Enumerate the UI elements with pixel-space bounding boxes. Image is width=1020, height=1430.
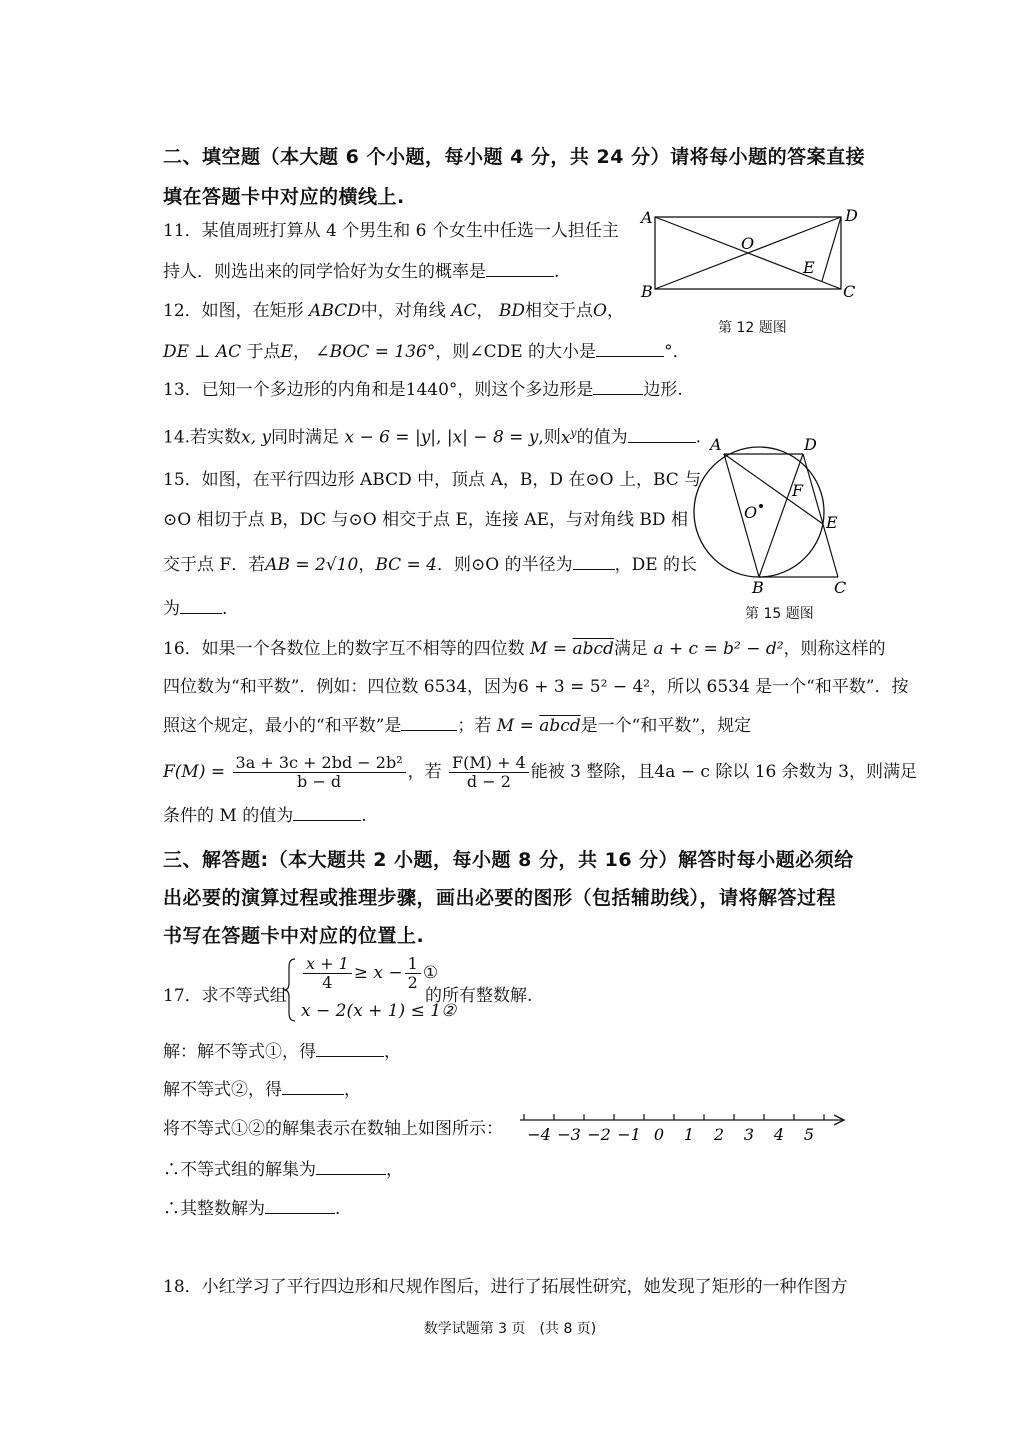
section2-header-line1: 二、填空题（本大题 6 个小题，每小题 4 分，共 24 分）请将每小题的答案直接 bbox=[163, 146, 866, 168]
q13-text-b: 边形. bbox=[643, 380, 683, 400]
q14-text-c: ,则 bbox=[538, 427, 561, 448]
q12-text-f: °． bbox=[664, 342, 690, 362]
q18-line1: 18．小红学习了平行四边形和尺规作图后，进行了拓展性研究，她发现了矩形的一种作图方 bbox=[163, 1277, 848, 1297]
q17-sol2-blank[interactable] bbox=[282, 1078, 344, 1095]
q15-text-g: 为 bbox=[163, 599, 180, 619]
q17-ineq2: x − 2(x + 1) ≤ 1② bbox=[301, 1001, 457, 1021]
q17-sol5-text: ∴其整数解为 bbox=[163, 1199, 265, 1219]
q12-line1: 12．如图，在矩形 ABCD中，对角线 AC， BD相交于点O， bbox=[163, 301, 624, 321]
q17-half-den: 2 bbox=[407, 973, 418, 992]
q16-m-eq-2: M = bbox=[496, 716, 534, 736]
q17-prefix: 17．求不等式组 bbox=[163, 986, 287, 1006]
svg-text:B: B bbox=[641, 282, 653, 301]
q12-text-d: 于点 bbox=[246, 342, 281, 362]
q16-text-a: 16．如果一个各数位上的数字互不相等的四位数 bbox=[163, 639, 525, 659]
q16-line2: 四位数为“和平数”．例如：四位数 6534，因为6 + 3 = 5² − 4²，所以 6534 是一个“和平数”．按 bbox=[163, 677, 909, 697]
q12-text-b: 中，对角线 bbox=[360, 301, 446, 321]
q16-g-fraction bbox=[449, 754, 529, 791]
q14-answer-blank[interactable] bbox=[628, 426, 696, 443]
q12-ac: AC bbox=[451, 301, 477, 321]
q14-text-d: 的值为 bbox=[576, 427, 628, 448]
svg-text:C: C bbox=[843, 282, 856, 301]
q16-f-num: 3a + 3c + 2bd − 2b² bbox=[233, 754, 406, 773]
q16-abcd-bar: abcd bbox=[572, 639, 614, 659]
section3-header-line2: 出必要的演算过程或推理步骤，画出必要的图形（包括辅助线），请将解答过程 bbox=[163, 887, 837, 909]
q17-sol1-blank[interactable] bbox=[316, 1040, 384, 1057]
figure-15-caption: 第 15 题图 bbox=[745, 606, 814, 622]
q15-line2: ⊙O 相切于点 B，DC 与⊙O 相交于点 E，连接 AE，与对角线 BD 相 bbox=[163, 510, 688, 530]
q12-e: E bbox=[280, 342, 293, 362]
q16-line1 bbox=[163, 638, 886, 660]
q16-text-f: 是一个“和平数”，规定 bbox=[580, 716, 752, 736]
q12-angle: ∠BOC = 136° bbox=[315, 342, 436, 362]
q17-sol2: 解不等式②，得 ， bbox=[163, 1080, 361, 1100]
q16-text-d: 照这个规定，最小的“和平数”是 bbox=[163, 716, 402, 736]
q17-ineq1-frac bbox=[303, 955, 352, 992]
svg-text:A: A bbox=[641, 208, 653, 227]
q15-text-f: ，DE 的长 bbox=[614, 555, 698, 575]
q16-f-den: b − d bbox=[297, 772, 342, 791]
q16-text-i: 条件的 M 的值为 bbox=[163, 806, 294, 826]
q17-sol5: ∴其整数解为 . bbox=[163, 1199, 341, 1219]
svg-text:O: O bbox=[744, 503, 758, 522]
q12-text-a: 12．如图，在矩形 bbox=[163, 301, 304, 321]
q12-bd: BD bbox=[498, 301, 526, 321]
q17-ineq1-mid: ≥ x − bbox=[353, 963, 403, 983]
svg-text:A: A bbox=[710, 435, 722, 454]
q16-line5: 条件的 M 的值为 . bbox=[163, 806, 367, 826]
figure-15-circle bbox=[692, 432, 860, 598]
section2-header-line2: 填在答题卡中对应的横线上. bbox=[163, 186, 405, 208]
svg-text:E: E bbox=[826, 513, 838, 532]
q16-fm: F(M) = bbox=[163, 762, 226, 782]
q16-g-den: d − 2 bbox=[466, 772, 511, 791]
figure-12-caption: 第 12 题图 bbox=[718, 320, 787, 336]
q12-text-c: 相交于点 bbox=[525, 301, 594, 321]
q12-o: O bbox=[593, 301, 607, 321]
number-line-label: 2 bbox=[713, 1125, 725, 1144]
q16-abcd-bar-2: abcd bbox=[539, 716, 581, 736]
q16-m-blank[interactable] bbox=[293, 804, 361, 821]
number-line-label: 5 bbox=[803, 1125, 815, 1144]
page-footer: 数学试题第 3 页 (共 8 页) bbox=[423, 1321, 597, 1337]
number-line-label: 4 bbox=[773, 1125, 785, 1144]
number-line-label: 0 bbox=[653, 1125, 665, 1144]
svg-text:B: B bbox=[752, 578, 764, 597]
q17-ineq1 bbox=[301, 955, 438, 992]
svg-text:E: E bbox=[803, 258, 815, 277]
q16-line3 bbox=[163, 714, 751, 737]
q15-bc: BC = 4 bbox=[375, 555, 437, 575]
q14-line: 14.若实数x, y同时满足 x − 6 = |y|, |x| − 8 = y,则$x^y$的值为 . bbox=[163, 426, 702, 448]
q15-line3 bbox=[163, 553, 697, 576]
svg-text:F: F bbox=[792, 481, 804, 500]
q16-text-e: ；若 bbox=[457, 716, 492, 736]
q17-ineq1-den: 4 bbox=[322, 973, 333, 992]
q17-sol5-blank[interactable] bbox=[265, 1197, 335, 1214]
number-line-label: 3 bbox=[743, 1125, 755, 1144]
q15-comma: ， bbox=[358, 555, 376, 575]
svg-text:D: D bbox=[804, 435, 817, 454]
q17-sol4: ∴不等式组的解集为 ， bbox=[163, 1160, 403, 1180]
q17-sol3: 将不等式①②的解集表示在数轴上如图所示： bbox=[163, 1119, 503, 1139]
q12-line2: DE ⊥ AC 于点E， ∠BOC = 136°，则∠CDE 的大小是 °． bbox=[163, 342, 690, 362]
q16-g-num: F(M) + 4 bbox=[449, 754, 529, 773]
q17-ineq1-half bbox=[405, 955, 421, 992]
q14-text-b: 同时满足 bbox=[271, 427, 340, 448]
svg-text:O: O bbox=[741, 234, 755, 253]
svg-text:C: C bbox=[834, 578, 847, 597]
q12-answer-blank[interactable] bbox=[596, 340, 664, 357]
q17-suffix: 的所有整数解. bbox=[425, 986, 533, 1006]
q12-abcd: ABCD bbox=[309, 301, 361, 321]
q16-text-b: 满足 bbox=[613, 639, 648, 659]
q17-brace-icon bbox=[283, 957, 297, 1023]
number-line-label: −2 bbox=[587, 1125, 611, 1144]
number-line-label: −3 bbox=[557, 1125, 581, 1144]
q17-sol2-text: 解不等式②，得 bbox=[163, 1080, 282, 1100]
q14-eq1: x − 6 = |y| bbox=[344, 427, 437, 448]
q12-text-e: ，则∠CDE 的大小是 bbox=[435, 342, 597, 362]
q14-xy: x, y bbox=[241, 427, 272, 448]
number-line bbox=[512, 1110, 848, 1150]
q13-answer-blank[interactable] bbox=[593, 378, 643, 395]
q15-line1: 15．如图，在平行四边形 ABCD 中，顶点 A，B，D 在⊙O 上，BC 与 bbox=[163, 470, 702, 490]
q17-sol1: 解：解不等式①，得 ， bbox=[163, 1042, 401, 1062]
q13-line bbox=[163, 378, 683, 401]
q17-sol1-text: 解：解不等式①，得 bbox=[163, 1042, 316, 1062]
q12-de-perp-ac: DE ⊥ AC bbox=[163, 342, 242, 362]
q13-text-a: 13．已知一个多边形的内角和是1440°，则这个多边形是 bbox=[163, 380, 594, 400]
q15-text-a: 交于点 F．若 bbox=[163, 555, 266, 575]
q17-half-num: 1 bbox=[405, 955, 421, 974]
q11-line2-text: 持人．则选出来的同学恰好为女生的概率是 bbox=[163, 262, 486, 282]
section3-header-line3: 书写在答题卡中对应的位置上. bbox=[163, 925, 425, 947]
q15-radius-blank[interactable] bbox=[573, 553, 615, 570]
q17-tag1: ① bbox=[422, 963, 439, 983]
number-line-label: −1 bbox=[617, 1125, 641, 1144]
q14-text-a: 14.若实数 bbox=[163, 427, 242, 448]
q14-eq2: |x| − 8 = y bbox=[446, 427, 539, 448]
q17-sol4-text: ∴不等式组的解集为 bbox=[163, 1160, 316, 1180]
svg-text:D: D bbox=[845, 206, 858, 225]
q14-x-pow-y: $x^y$ bbox=[560, 426, 577, 448]
q16-text-h: 能被 3 整除，且4a − c 除以 16 余数为 3，则满足 bbox=[530, 762, 917, 782]
q17-sol4-blank[interactable] bbox=[316, 1158, 386, 1175]
q11-answer-blank[interactable] bbox=[486, 260, 554, 277]
q16-text-c: ，则称这样的 bbox=[783, 639, 886, 659]
q16-min-blank[interactable] bbox=[401, 714, 457, 731]
section3-header-line1: 三、解答题:（本大题共 2 小题，每小题 8 分，共 16 分）解答时每小题必须给 bbox=[163, 849, 854, 871]
number-line-label: −4 bbox=[527, 1125, 551, 1144]
q17-ineq1-num: x + 1 bbox=[303, 955, 352, 974]
q16-line4 bbox=[163, 748, 917, 796]
q11-line2: 持人．则选出来的同学恰好为女生的概率是 . bbox=[163, 262, 560, 282]
q11-line1: 11．某值周班打算从 4 个男生和 6 个女生中任选一人担任主 bbox=[163, 221, 619, 241]
q16-text-g: ，若 bbox=[407, 762, 442, 782]
q16-m-eq: M = bbox=[530, 639, 568, 659]
number-line-label: 1 bbox=[683, 1125, 695, 1144]
q16-cond: a + c = b² − d² bbox=[653, 639, 784, 659]
q16-f-fraction bbox=[233, 754, 406, 791]
q15-de-blank[interactable] bbox=[180, 597, 222, 614]
q15-ab: AB = 2√10 bbox=[265, 555, 359, 575]
q15-line4: 为 . bbox=[163, 599, 228, 619]
q15-text-e: ．则⊙O 的半径为 bbox=[437, 555, 573, 575]
